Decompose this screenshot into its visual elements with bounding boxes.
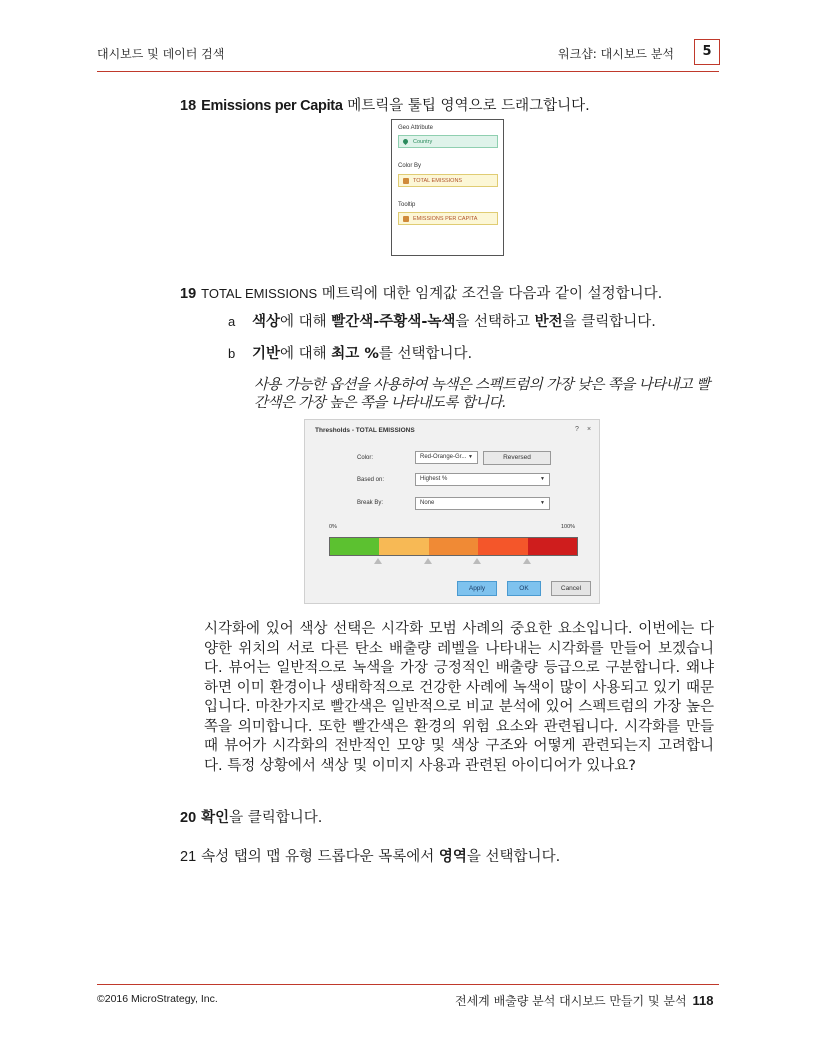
term-red-orange-green: 빨간색-주황색-녹색 <box>331 314 456 330</box>
threshold-color-bar <box>329 537 578 556</box>
italic-note: 사용 가능한 옵션을 사용하여 녹색은 스펙트럼의 가장 낮은 쪽을 나타내고 빨간색은 가장 높은 쪽을 나타내도록 합니다. <box>254 377 710 411</box>
slider-handle[interactable] <box>473 558 481 564</box>
body-paragraph: 시각화에 있어 색상 선택은 시각화 모범 사례의 중요한 요소입니다. 이번에는 다양한 위치의 서로 다른 탄소 배출량 레벨을 나타내는 시각화를 만들어 보겠습니다. 뷰어는 일반적으로 녹색을 가장 긍정적인 배출량 등급으로 구분합니다. 왜냐하면 이미 환경이나 생태학적으로 건강한 사례에 녹색이 많이 사용되고 있기 때문입니다. 마찬가지로 빨간색은 일반적으로 비교 분석에 있어 스펙트럼의 가장 높은 쪽을 의미합니다. 또한 빨간색은 환경의 위험 요소와 관련됩니다. 시각화를 만들 때 뷰어가 시각화의 전반적인 모양 및 색상 구조와 어떻게 관련되는지 고려합니다. 특정 상황에서 색상 및 이미지 사용과 관련된 아이디어가 있나요? <box>204 621 714 774</box>
step-number: 18 <box>180 98 197 114</box>
step-text: 속성 탭의 맵 유형 드롭다운 목록에서 <box>201 849 439 865</box>
help-icon[interactable]: ? <box>575 426 579 433</box>
header-right: 워크샵: 대시보드 분석 <box>558 47 675 61</box>
chevron-down-icon: ▼ <box>540 500 545 506</box>
metric-name: Emissions per Capita <box>201 98 343 114</box>
max-percent-label: 100% <box>561 524 576 530</box>
dialog-title: Thresholds - TOTAL EMISSIONS <box>315 427 415 434</box>
break-by-label: Break By: <box>357 500 384 506</box>
close-icon[interactable]: × <box>587 426 592 433</box>
step-text: 메트릭에 대한 임계값 조건을 다음과 같이 설정합니다. <box>317 286 663 302</box>
min-percent-label: 0% <box>329 524 337 530</box>
tooltip-chip <box>398 212 498 225</box>
substep-letter: b <box>228 346 236 361</box>
chip-label: Country <box>413 139 433 145</box>
drop-zones-screenshot <box>391 119 504 256</box>
break-by-select[interactable] <box>415 497 550 510</box>
geo-attribute-chip <box>398 135 498 148</box>
term-area: 영역 <box>438 849 467 865</box>
map-pin-icon <box>402 138 409 145</box>
band-5 <box>528 538 577 555</box>
color-select[interactable] <box>415 451 478 464</box>
footer-right <box>455 992 714 1009</box>
step-number: 19 <box>180 286 197 302</box>
slider-handle[interactable] <box>523 558 531 564</box>
step-text: 메트릭을 툴팁 영역으로 드래그합니다. <box>342 98 590 114</box>
step-21 <box>180 845 560 866</box>
step-text: 을 클릭합니다. <box>229 810 323 826</box>
chip-label: TOTAL EMISSIONS <box>413 178 463 184</box>
color-by-chip <box>398 174 498 187</box>
chip-label: EMISSIONS PER CAPITA <box>413 216 478 222</box>
metric-icon <box>403 216 409 222</box>
slider-handle[interactable] <box>374 558 382 564</box>
step-text: 을 선택합니다. <box>466 849 561 865</box>
select-value: None <box>420 500 435 506</box>
footer-title: 전세계 배출량 분석 대시보드 만들기 및 분석 <box>455 994 687 1008</box>
term-based-on: 기반 <box>252 346 281 362</box>
reversed-button[interactable]: Reversed <box>483 451 551 465</box>
text: 를 선택합니다. <box>378 346 473 362</box>
substep-b <box>228 342 472 363</box>
band-2 <box>379 538 428 555</box>
select-value: Highest % <box>420 476 448 482</box>
term-highest-pct: 최고 % <box>331 346 379 362</box>
step-20 <box>180 806 322 827</box>
color-label: Color: <box>357 455 374 461</box>
footer-copyright: ©2016 MicroStrategy, Inc. <box>97 993 218 1005</box>
step-18 <box>180 94 590 115</box>
text: 에 대해 <box>280 314 332 330</box>
apply-button[interactable]: Apply <box>457 581 497 596</box>
color-by-label: Color By <box>398 163 422 169</box>
based-on-select[interactable] <box>415 473 550 486</box>
step-number: 21 <box>180 849 197 865</box>
geo-attribute-label: Geo Attribute <box>398 125 434 131</box>
term-reverse: 반전 <box>534 314 563 330</box>
slider-handle[interactable] <box>424 558 432 564</box>
based-on-label: Based on: <box>357 477 385 483</box>
text: 에 대해 <box>280 346 332 362</box>
cancel-button[interactable]: Cancel <box>551 581 591 596</box>
thresholds-dialog-screenshot <box>304 419 600 604</box>
header-rule <box>97 71 719 72</box>
chapter-number: 5 <box>694 39 720 65</box>
term-ok: 확인 <box>201 810 230 826</box>
term-color: 색상 <box>252 314 281 330</box>
substep-letter: a <box>228 314 236 329</box>
metric-icon <box>403 178 409 184</box>
select-value: Red-Orange-Gr... <box>420 454 467 460</box>
header-left: 대시보드 및 데이터 검색 <box>97 47 225 61</box>
tooltip-label: Tooltip <box>398 202 416 208</box>
footer-rule <box>97 984 719 985</box>
text: 을 선택하고 <box>455 314 535 330</box>
substep-a <box>228 310 656 331</box>
band-4 <box>478 538 527 555</box>
band-3 <box>429 538 478 555</box>
step-number: 20 <box>180 810 197 826</box>
metric-name: TOTAL EMISSIONS <box>201 286 318 301</box>
band-1 <box>330 538 379 555</box>
step-19 <box>180 282 662 303</box>
chevron-down-icon: ▼ <box>468 454 473 460</box>
page-number: 118 <box>692 993 714 1008</box>
chevron-down-icon: ▼ <box>540 476 545 482</box>
ok-button[interactable]: OK <box>507 581 541 596</box>
text: 을 클릭합니다. <box>562 314 656 330</box>
